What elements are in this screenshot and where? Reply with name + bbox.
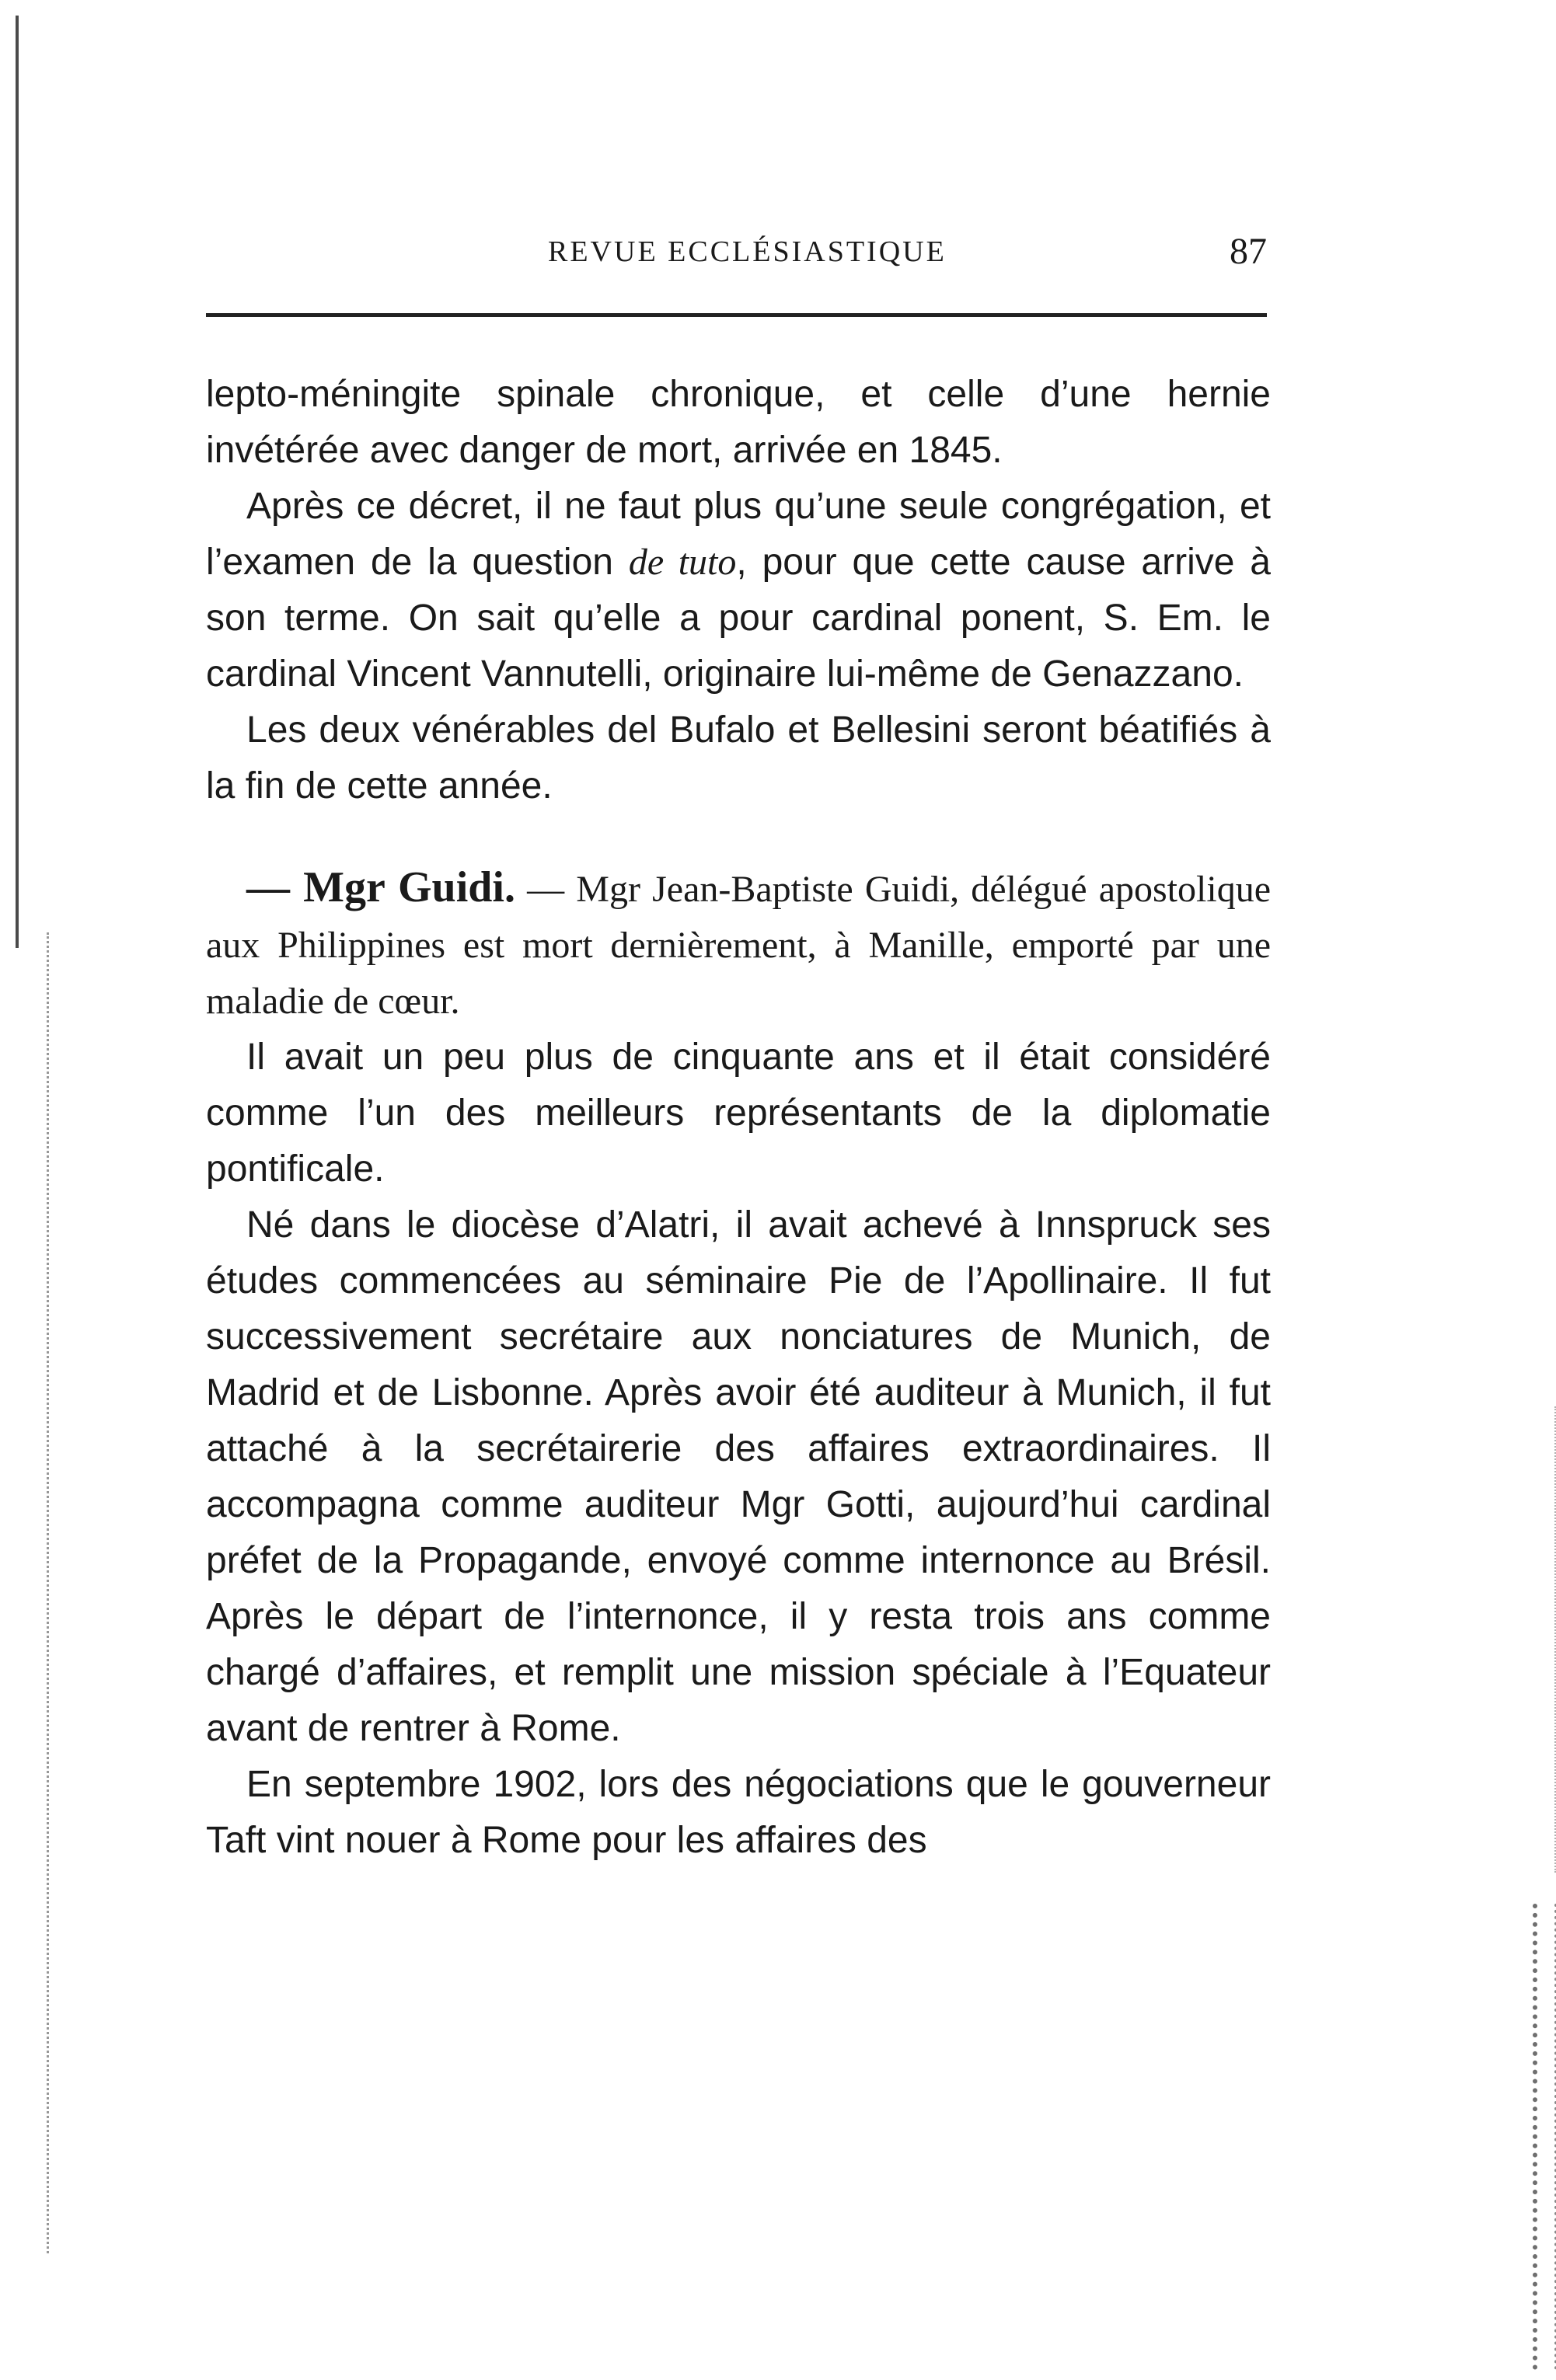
- body-text: [206, 367, 1271, 1869]
- paragraph-3: Les deux vénérables del Bufalo et Bellesini seront béatifiés à la fin de cette année.: [206, 709, 1271, 807]
- page-header: [206, 230, 1267, 284]
- paragraph-2: [206, 479, 1271, 702]
- paragraph-4-text: — Mgr Jean-Baptiste Guidi, délégué apostolique aux Philippines est mort dernièrement, à Manille, emporté par une maladie de cœur.: [206, 869, 1271, 1022]
- scan-right-specks: [1533, 1904, 1556, 2370]
- header-rule: [206, 313, 1267, 317]
- scan-left-specks: [47, 932, 54, 2253]
- paragraph-6: Né dans le diocèse d’Alatri, il avait achevé à Innspruck ses études commencées au séminaire Pie de l’Apollinaire. Il fut successivement secrétaire aux nonciatures de Munich, de Madrid et de Lisbonne. Après avoir été auditeur à Munich, il fut attaché à la secrétairerie des affaires extraordinaires. Il accompagna comme auditeur Mgr Gotti, aujourd’hui cardinal préfet de la Propagande, envoyé comme internonce au Brésil. Après le départ de l’internonce, il y resta trois ans comme chargé d’affaires, et remplit une mission spéciale à l’Equateur avant de rentrer à Rome.: [206, 1204, 1271, 1749]
- paragraph-1: lepto-méningite spinale chronique, et celle d’une hernie invétérée avec danger de mort, arrivée en 1845.: [206, 374, 1271, 471]
- italic-phrase: de tuto: [628, 542, 737, 583]
- running-title: REVUE ECCLÉSIASTIQUE: [548, 235, 947, 268]
- paragraph-5: Il avait un peu plus de cinquante ans et il était considéré comme l’un des meilleurs représentants de la diplomatie pontificale.: [206, 1037, 1271, 1190]
- paragraph-7: En septembre 1902, lors des négociations que le gouverneur Taft vint nouer à Rome pour les affaires des: [206, 1764, 1271, 1861]
- section-heading: — Mgr Guidi.: [246, 863, 515, 911]
- page-number: 87: [1230, 231, 1267, 272]
- scan-left-edge: [16, 16, 26, 948]
- paragraph-4: [206, 859, 1271, 1030]
- paragraph-2-start: Après ce décret, il ne faut plus qu’une seule congrégation, et l’examen de la question: [206, 486, 1271, 583]
- paragraph-2-end: , pour que cette cause arrive à son terme. On sait qu’elle a pour cardinal ponent, S. Em. le cardinal Vincent Vannutelli, originaire lui-même de Genazzano.: [206, 542, 1272, 695]
